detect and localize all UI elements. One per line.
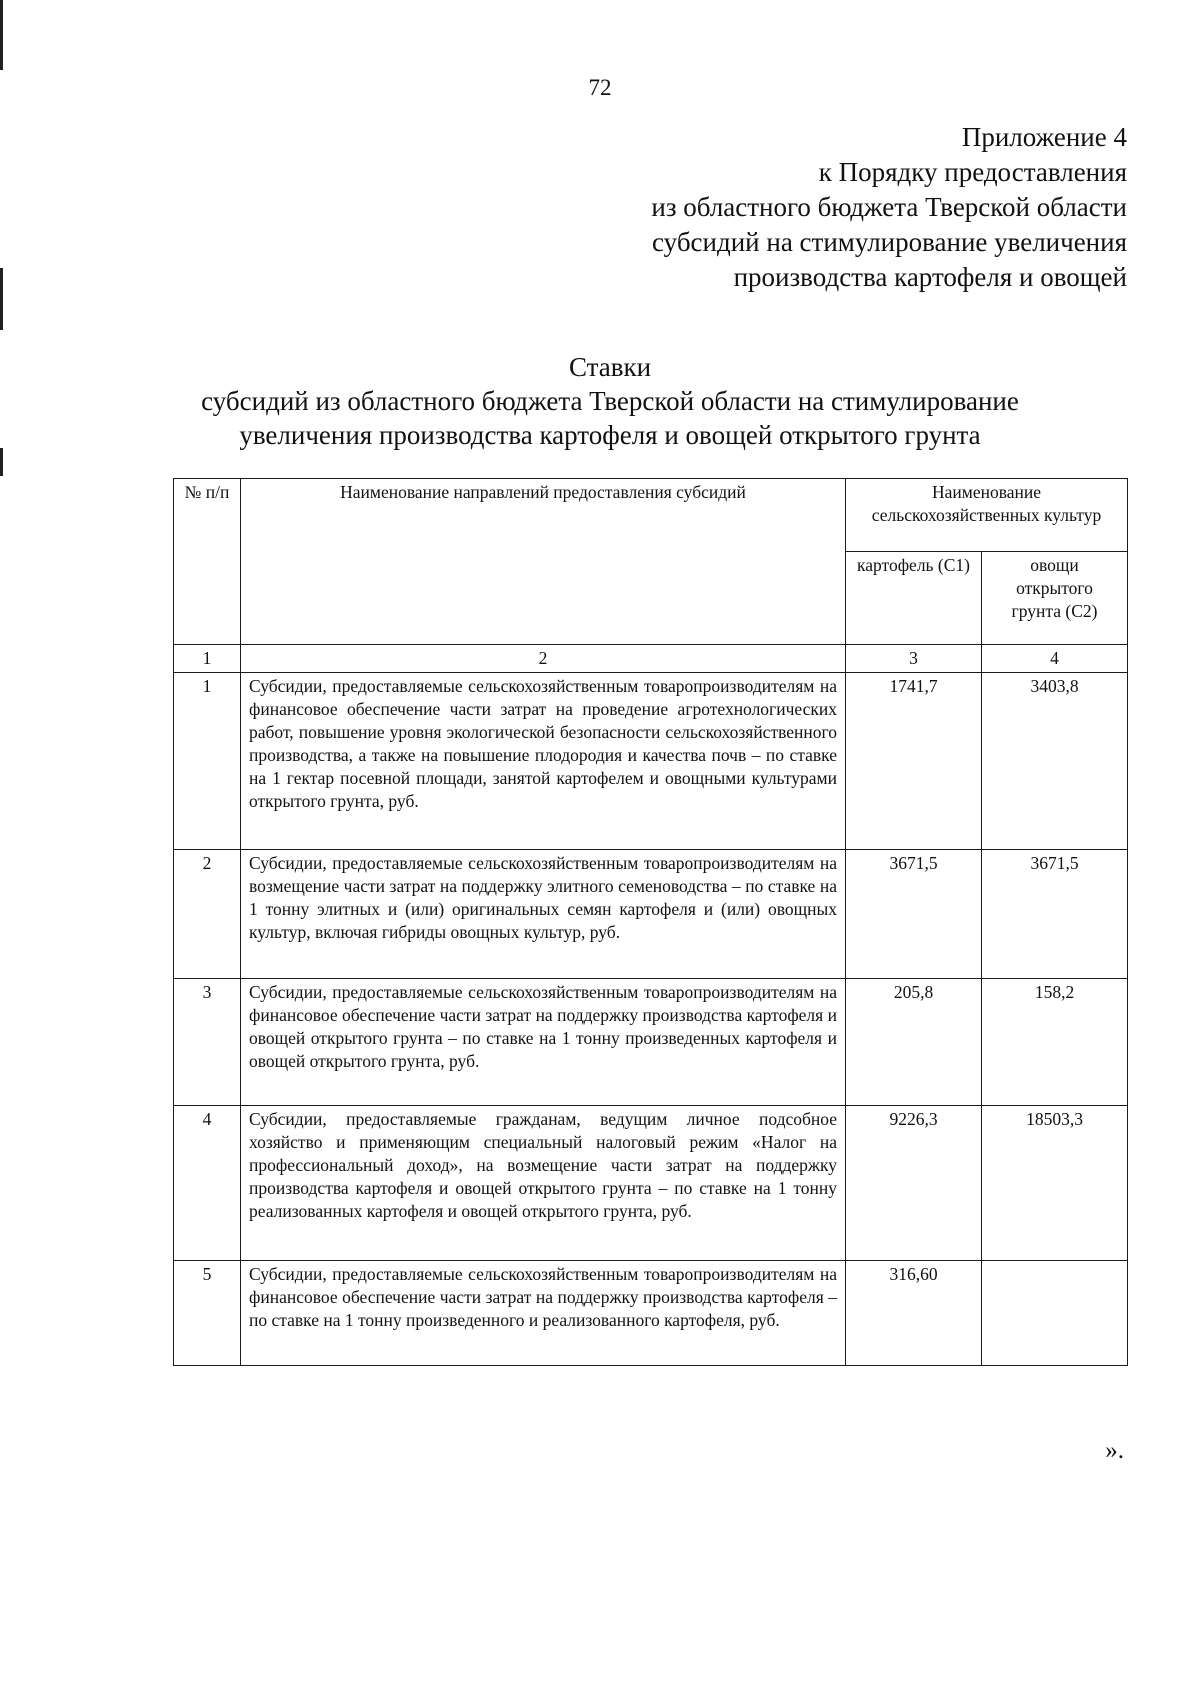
appendix-line: Приложение 4 [961, 122, 1127, 152]
row-description: Субсидии, предоставляемые сельскохозяйственным товаропроизводителям на финансовое обеспечение части затрат на поддержку производства картофеля и овощей открытого грунта – по ставке на 1 тонну произведенных картофеля и овощей открытого грунта, руб. [241, 979, 846, 1106]
scan-edge-mark [0, 448, 3, 476]
header-vegetables: овощи открытого грунта (С2) [982, 552, 1128, 645]
appendix-line: из областного бюджета Тверской области [651, 192, 1127, 222]
row-description: Субсидии, предоставляемые гражданам, ведущим личное подсобное хозяйство и применяющим специальный налоговый режим «Налог на профессиональный доход», на возмещение части затрат на поддержку производства картофеля и овощей открытого грунта – по ставке на 1 тонну реализованных картофеля и овощей открытого грунта, руб. [241, 1106, 846, 1261]
closing-quote-mark: ». [1105, 1437, 1124, 1464]
document-title [130, 350, 1090, 452]
row-index: 1 [174, 673, 241, 850]
row-vegetables-rate: 3403,8 [982, 673, 1128, 850]
table-row [174, 1261, 1128, 1366]
row-potato-rate: 3671,5 [846, 850, 982, 979]
scan-edge-mark [0, 0, 3, 70]
row-description: Субсидии, предоставляемые сельскохозяйственным товаропроизводителям на финансовое обеспечение части затрат на поддержку производства картофеля – по ставке на 1 тонну произведенного и реализованного картофеля, руб. [241, 1261, 846, 1366]
column-number: 2 [241, 645, 846, 673]
table-row [174, 1106, 1128, 1261]
row-index: 2 [174, 850, 241, 979]
column-number: 4 [982, 645, 1128, 673]
row-description: Субсидии, предоставляемые сельскохозяйственным товаропроизводителям на финансовое обеспечение части затрат на проведение агротехнологических работ, повышение уровня экологической безопасности сельскохозяйственного производства, а также на повышение плодородия и качества почв – по ставке на 1 гектар посевной площади, занятой картофелем и овощными культурами открытого грунта, руб. [241, 673, 846, 850]
header-direction: Наименование направлений предоставления субсидий [241, 479, 846, 645]
title-line: увеличения производства картофеля и овощей открытого грунта [239, 420, 981, 450]
table-row [174, 850, 1128, 979]
header-number: № п/п [174, 479, 241, 645]
column-number: 1 [174, 645, 241, 673]
row-index: 5 [174, 1261, 241, 1366]
appendix-line: субсидий на стимулирование увеличения [652, 227, 1127, 257]
column-number: 3 [846, 645, 982, 673]
appendix-line: к Порядку предоставления [818, 157, 1127, 187]
subsidy-rates-table [173, 478, 1128, 1366]
table-row [174, 673, 1128, 850]
column-number-row [174, 645, 1128, 673]
appendix-line: производства картофеля и овощей [733, 262, 1127, 292]
row-potato-rate: 9226,3 [846, 1106, 982, 1261]
row-potato-rate: 1741,7 [846, 673, 982, 850]
row-potato-rate: 205,8 [846, 979, 982, 1106]
row-vegetables-rate: 158,2 [982, 979, 1128, 1106]
title-line: субсидий из областного бюджета Тверской области на стимулирование [201, 386, 1019, 416]
row-index: 3 [174, 979, 241, 1106]
scan-edge-mark [0, 268, 3, 330]
row-index: 4 [174, 1106, 241, 1261]
title-line: Ставки [568, 352, 652, 382]
header-crops: Наименование сельскохозяйственных культур [846, 479, 1128, 552]
table-header-row [174, 479, 1128, 552]
appendix-header [651, 120, 1127, 295]
header-potato: картофель (С1) [846, 552, 982, 645]
page-number: 72 [588, 75, 612, 100]
row-description: Субсидии, предоставляемые сельскохозяйственным товаропроизводителям на возмещение части затрат на поддержку элитного семеноводства – по ставке на 1 тонну элитных и (или) оригинальных семян картофеля и (или) овощных культур, включая гибриды овощных культур, руб. [241, 850, 846, 979]
row-vegetables-rate [982, 1261, 1128, 1366]
row-vegetables-rate: 18503,3 [982, 1106, 1128, 1261]
row-potato-rate: 316,60 [846, 1261, 982, 1366]
table-row [174, 979, 1128, 1106]
row-vegetables-rate: 3671,5 [982, 850, 1128, 979]
